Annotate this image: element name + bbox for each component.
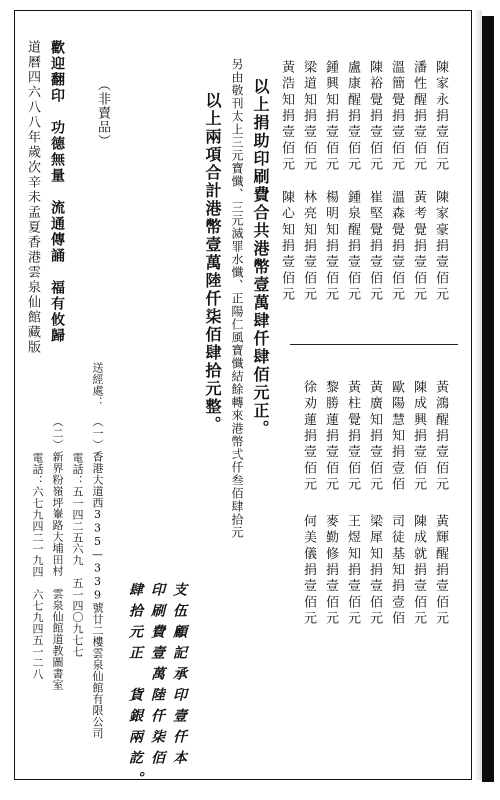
- phone-numbers: 五一四二五六九 五一四〇九七七: [71, 486, 84, 657]
- distribution-item-number: （二）: [51, 416, 64, 451]
- donor-entry: 黃考覺捐壹佰元: [411, 190, 426, 304]
- page-edge-shade: [474, 10, 482, 780]
- donor-entry: 陳裕覺捐壹佰元: [367, 60, 382, 174]
- printer-receipt-note: 肆拾元正 貨銀兩訖。: [127, 582, 143, 792]
- donor-entry: 黎勝蓮捐壹佰元: [323, 380, 338, 494]
- grand-total: 以上兩項合計港幣壹萬陸仟柒佰肆拾元整。: [203, 92, 222, 434]
- donor-entry: 潘性醒捐壹佰元: [411, 60, 426, 174]
- colophon: 道曆四六八八年歲次辛未孟夏香港雲泉仙館藏版: [25, 40, 40, 355]
- phone-label: 電話：: [71, 452, 84, 487]
- distribution-item-number: （一）: [91, 416, 104, 451]
- donor-entry: 林亮知捐壹佰元: [301, 190, 316, 304]
- donor-entry: 麥勤修捐壹佰元: [323, 514, 338, 628]
- donor-entry: 陳心知捐壹佰元: [279, 190, 294, 304]
- donor-entry: 盧康醒捐壹佰元: [345, 60, 360, 174]
- reprint-motto: 歡迎翻印 功德無量 流通傳誦 福有攸歸: [49, 40, 65, 344]
- donor-entry: 陳家永捐壹佰元: [433, 60, 448, 174]
- donor-entry: 溫簡覺捐壹佰元: [389, 60, 404, 174]
- donor-entry: 黃浩知捐壹佰元: [279, 60, 294, 174]
- distribution-address: 香港大道西335—339號廿二樓雲泉仙館有限公司: [91, 451, 104, 739]
- section-divider: [290, 344, 458, 345]
- donor-entry: 梁道知捐壹佰元: [301, 60, 316, 174]
- phone-label: 電話：: [31, 452, 44, 487]
- donor-entry: 梁犀知捐壹佰元: [367, 514, 382, 628]
- printer-receipt-note: 印刷費壹萬陸仟柒佰: [149, 582, 165, 771]
- phone-numbers: 六七九四二一九四 六七九四五一二八: [31, 486, 44, 680]
- donor-entry: 徐劝蓮捐壹佰元: [301, 380, 316, 494]
- donor-entry: 黃柱覺捐壹佰元: [345, 380, 360, 494]
- donor-entry: 陳家豪捐壹佰元: [433, 190, 448, 304]
- donor-entry: 王煜知捐壹佰元: [345, 514, 360, 628]
- book-spine-edge: [482, 16, 494, 782]
- distribution-label: 送經處：: [91, 362, 104, 408]
- donor-entry: 黃輝醒捐壹佰元: [433, 514, 448, 628]
- donor-entry: 楊明知捐壹佰元: [323, 190, 338, 304]
- donor-entry: 黃鴻醒捐壹佰元: [433, 380, 448, 494]
- donor-entry: 司徒基知捐壹佰: [389, 514, 404, 628]
- not-for-sale-label: （非賣品）: [95, 78, 110, 148]
- donor-entry: 歐陽慧知捐壹佰: [389, 380, 404, 494]
- donor-entry: 陳成就捐壹佰元: [411, 514, 426, 628]
- printer-receipt-note: 支伍顧記承印壹仟本: [171, 582, 187, 771]
- total-printing-donation: 以上捐助印刷費合共港幣壹萬肆仟肆佰元正。: [251, 78, 270, 438]
- distribution-address: 新界粉嶺坪輋路大埔田村 雲泉仙館道教圖書室: [51, 451, 64, 691]
- donor-entry: 黃廣知捐壹佰元: [367, 380, 382, 494]
- donor-entry: 溫森覺捐壹佰元: [389, 190, 404, 304]
- donor-entry: 崔堅覺捐壹佰元: [367, 190, 382, 304]
- carried-over-balance: 另由敬刊太上三元寶懺、三元滅罪水懺、正陽仁風寶懺結餘轉來港幣弍仟叁佰肆拾元: [230, 58, 244, 539]
- donor-entry: 鍾泉醒捐壹佰元: [345, 190, 360, 304]
- donor-entry: 鍾興知捐壹佰元: [323, 60, 338, 174]
- donor-entry: 陳成興捐壹佰元: [411, 380, 426, 494]
- donor-entry: 何美儀捐壹佰元: [301, 514, 316, 628]
